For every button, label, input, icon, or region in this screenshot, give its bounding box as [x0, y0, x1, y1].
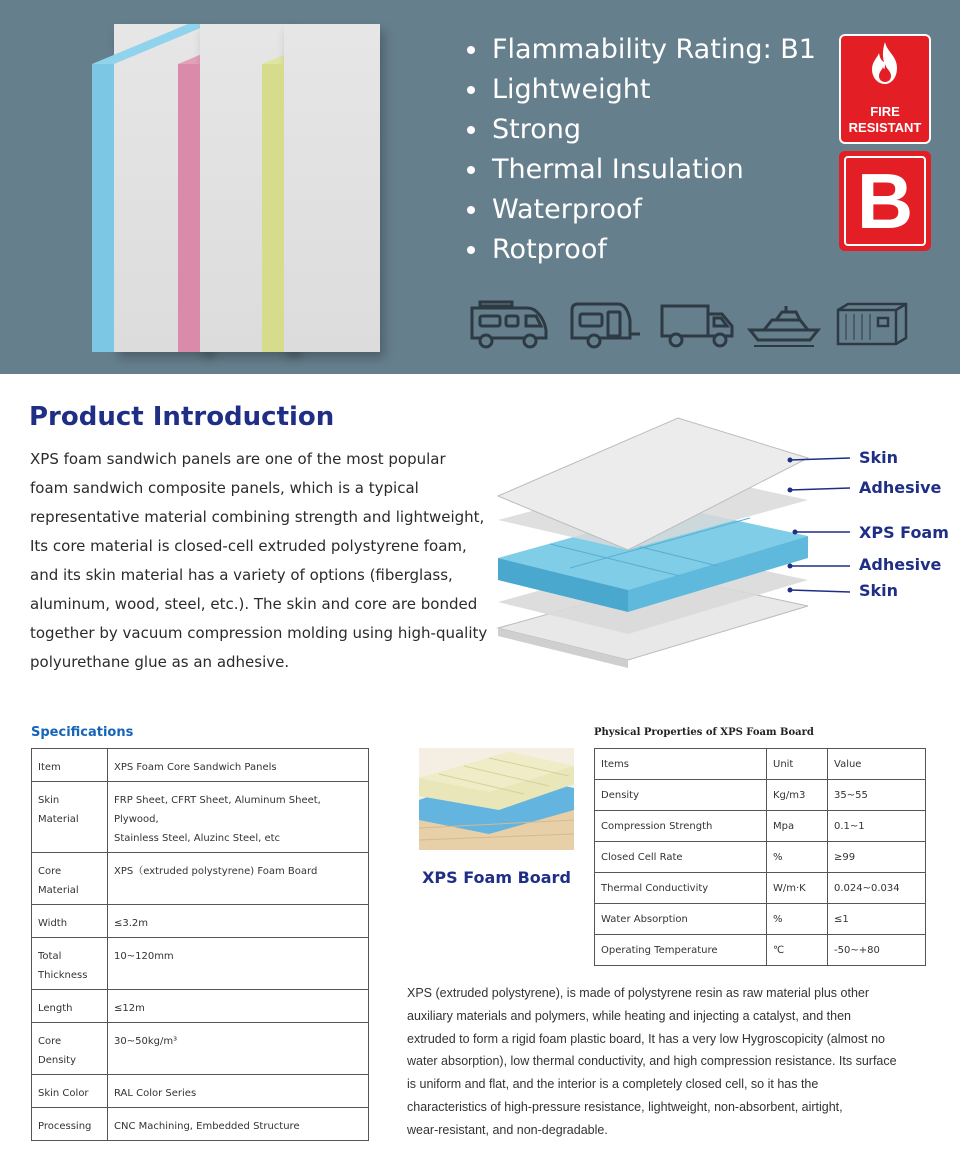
specifications-title: Specifications: [31, 725, 134, 740]
yacht-icon: [746, 300, 822, 350]
table-row: Skin Color RAL Color Series: [32, 1075, 369, 1108]
bullet-icon: [467, 86, 475, 94]
bullet-icon: [467, 46, 475, 54]
physical-properties-table: [594, 748, 926, 966]
table-row: Width ≤3.2m: [32, 905, 369, 938]
feature-item: Rotproof: [467, 230, 816, 270]
layer-label-adhesive-bottom: Adhesive: [859, 555, 942, 574]
feature-item: Lightweight: [467, 70, 816, 110]
table-row: Closed Cell Rate % ≥99: [595, 842, 926, 873]
table-header-row: Items Unit Value: [595, 749, 926, 780]
rating-badge: [839, 151, 931, 251]
table-row: Length ≤12m: [32, 990, 369, 1023]
intro-title: Product Introduction: [29, 402, 335, 432]
table-row: Compression Strength Mpa 0.1~1: [595, 811, 926, 842]
container-house-icon: [834, 300, 910, 350]
physical-properties-title: Physical Properties of XPS Foam Board: [594, 727, 814, 738]
feature-list: [467, 30, 816, 270]
yellow-panel-image: [262, 24, 388, 352]
table-row: Core Material XPS（extruded polystyrene) Foam Board: [32, 853, 369, 905]
table-row: Processing CNC Machining, Embedded Structure: [32, 1108, 369, 1141]
table-row: Thermal Conductivity W/m·K 0.024~0.034: [595, 873, 926, 904]
bullet-icon: [467, 166, 475, 174]
rv-icon: [466, 300, 550, 350]
feature-item: Flammability Rating: B1: [467, 30, 816, 70]
truck-icon: [658, 300, 736, 350]
caravan-icon: [566, 300, 642, 350]
specifications-table: [31, 748, 369, 1141]
feature-item: Waterproof: [467, 190, 816, 230]
layer-label-adhesive-top: Adhesive: [859, 478, 942, 497]
fire-label-line2: RESISTANT: [848, 120, 922, 135]
bullet-icon: [467, 126, 475, 134]
table-row: Density Kg/m3 35~55: [595, 780, 926, 811]
feature-item: Strong: [467, 110, 816, 150]
xps-foam-board-image: [419, 748, 574, 850]
bullet-icon: [467, 246, 475, 254]
table-row: Skin Material FRP Sheet, CFRT Sheet, Aluminum Sheet, Plywood, Stainless Steel, Aluzinc Steel, etc: [32, 782, 369, 853]
rating-letter: B: [844, 156, 926, 246]
layer-label-skin-bottom: Skin: [859, 581, 899, 600]
intro-paragraph: XPS foam sandwich panels are one of the most popular foam sandwich composite panels, which is a typical representative material combining strength and lightweight, Its core material is closed-cell extruded polystyrene foam, and its skin material has a variety of options (fiberglass, aluminum, wood, steel, etc.). The skin and core are bonded together by vacuum compression molding using high-quality polyurethane glue as an adhesive.: [30, 450, 488, 671]
fire-resistant-badge: [839, 34, 931, 144]
feature-item: Thermal Insulation: [467, 150, 816, 190]
fire-label-line1: FIRE: [870, 104, 900, 119]
layer-label-xps-foam: XPS Foam: [859, 523, 949, 542]
table-row: Core Density 30~50kg/m³: [32, 1023, 369, 1075]
table-row: Operating Temperature ℃ -50~+80: [595, 935, 926, 966]
flame-icon: [867, 40, 903, 86]
layer-label-skin-top: Skin: [859, 448, 899, 467]
hero-banner: [0, 0, 960, 374]
table-row: Item XPS Foam Core Sandwich Panels: [32, 749, 369, 782]
xps-description: XPS (extruded polystyrene), is made of polystyrene resin as raw material plus other auxiliary materials and polymers, while heating and injecting a catalyst, and then extruded to form a rigid foam plastic board, It has a very low Hygroscopicity (almost no water absorption), low thermal conductivity, and high compression resistance. Its surface is uniform and flat, and the interior is a completely closed cell, so it has the characteristics of high-pressure resistance, lightweight, non-absorbent, airtight, wear-resistant, and non-degradable.: [407, 986, 897, 1137]
bullet-icon: [467, 206, 475, 214]
xps-foam-board-caption: XPS Foam Board: [422, 868, 571, 887]
table-row: Total Thickness 10~120mm: [32, 938, 369, 990]
table-row: Water Absorption % ≤1: [595, 904, 926, 935]
panel-layer-diagram: [490, 410, 960, 700]
